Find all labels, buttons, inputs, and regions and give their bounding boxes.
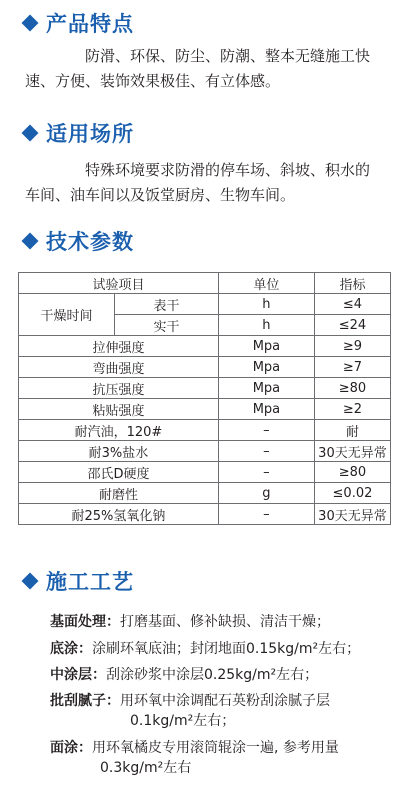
step-text: 刮涂砂浆中涂层0.25kg/m²左右； — [106, 667, 319, 683]
row-unit: Mpa — [218, 336, 314, 357]
row-value: ≤0.02 — [314, 483, 390, 504]
row-item: 粘贴强度 — [19, 399, 219, 420]
applications-heading — [22, 118, 134, 148]
construction-step — [50, 612, 395, 632]
table-row — [19, 504, 391, 525]
row-item: 抗压强度 — [19, 378, 219, 399]
tech-title: 技术参数 — [46, 230, 134, 254]
row-value: ≤4 — [314, 294, 390, 315]
construction-step — [50, 639, 395, 659]
drying-time-label: 干燥时间 — [19, 294, 115, 336]
table-row — [19, 462, 391, 483]
step-text: 用环氧橘皮专用滚筒辊涂一遍, 参考用量 — [92, 740, 339, 756]
row-unit: h — [218, 315, 314, 336]
applications-text — [25, 158, 385, 208]
step-label: 批刮腻子： — [50, 693, 120, 709]
row-item: 实干 — [115, 315, 219, 336]
row-unit: – — [218, 441, 314, 462]
row-unit: – — [218, 420, 314, 441]
table-row — [19, 483, 391, 504]
table-header-row — [19, 273, 391, 294]
construction-step — [50, 665, 395, 685]
step-label: 底涂： — [50, 641, 92, 657]
diamond-bullet-icon — [22, 573, 39, 590]
row-value: 耐 — [314, 420, 390, 441]
applications-title: 适用场所 — [46, 122, 134, 146]
construction-heading — [22, 566, 134, 596]
step-label: 基面处理： — [50, 614, 120, 630]
step-label: 中涂层： — [50, 667, 106, 683]
applications-line-2: 车间、油车间以及饭堂厨房、生物车间。 — [25, 186, 296, 204]
row-unit: – — [218, 462, 314, 483]
row-unit: – — [218, 504, 314, 525]
step-text: 打磨基面、修补缺损、清洁干燥； — [120, 614, 330, 630]
row-unit: Mpa — [218, 399, 314, 420]
row-item: 表干 — [115, 294, 219, 315]
construction-step — [50, 738, 395, 778]
features-text — [25, 44, 385, 94]
table-row — [19, 378, 391, 399]
step-text-cont: 0.3kg/m²左右 — [100, 760, 192, 776]
table-row — [19, 294, 391, 315]
row-value: 30天无异常 — [314, 441, 390, 462]
row-value: 30天无异常 — [314, 504, 390, 525]
table-row — [19, 420, 391, 441]
table-row — [19, 441, 391, 462]
step-text-cont: 0.1kg/m²左右； — [130, 713, 236, 729]
row-value: ≥80 — [314, 378, 390, 399]
row-item: 拉伸强度 — [19, 336, 219, 357]
step-text: 涂刷环氧底油；封闭地面0.15kg/m²左右； — [92, 641, 361, 657]
row-value: ≥9 — [314, 336, 390, 357]
header-value: 指标 — [314, 273, 390, 294]
features-line-2: 速、方便、装饰效果极佳、有立体感。 — [25, 72, 281, 90]
diamond-bullet-icon — [22, 233, 39, 250]
row-item: 耐汽油，120# — [19, 420, 219, 441]
row-item: 邵氏D硬度 — [19, 462, 219, 483]
row-value: ≥2 — [314, 399, 390, 420]
row-unit: Mpa — [218, 378, 314, 399]
tech-heading — [22, 226, 134, 256]
row-value: ≥80 — [314, 462, 390, 483]
header-unit: 单位 — [218, 273, 314, 294]
row-unit: h — [218, 294, 314, 315]
row-value: ≤24 — [314, 315, 390, 336]
features-heading — [22, 8, 134, 38]
step-text: 用环氧中涂调配石英粉刮涂腻子层 — [120, 693, 330, 709]
construction-step — [50, 691, 395, 731]
features-title: 产品特点 — [46, 12, 134, 36]
row-item: 耐磨性 — [19, 483, 219, 504]
applications-line-1: 特殊环境要求防滑的停车场、斜坡、积水的 — [85, 161, 371, 179]
row-unit: Mpa — [218, 357, 314, 378]
diamond-bullet-icon — [22, 15, 39, 32]
table-row — [19, 336, 391, 357]
table-row — [19, 399, 391, 420]
row-value: ≥7 — [314, 357, 390, 378]
row-item: 耐25%氢氧化钠 — [19, 504, 219, 525]
tech-spec-table — [18, 272, 391, 525]
diamond-bullet-icon — [22, 125, 39, 142]
row-unit: g — [218, 483, 314, 504]
step-label: 面涂： — [50, 740, 92, 756]
features-line-1: 防滑、环保、防尘、防潮、整本无缝施工快 — [85, 47, 371, 65]
header-item: 试验项目 — [19, 273, 219, 294]
row-item: 耐3%盐水 — [19, 441, 219, 462]
row-item: 弯曲强度 — [19, 357, 219, 378]
construction-title: 施工工艺 — [46, 570, 134, 594]
table-row — [19, 357, 391, 378]
